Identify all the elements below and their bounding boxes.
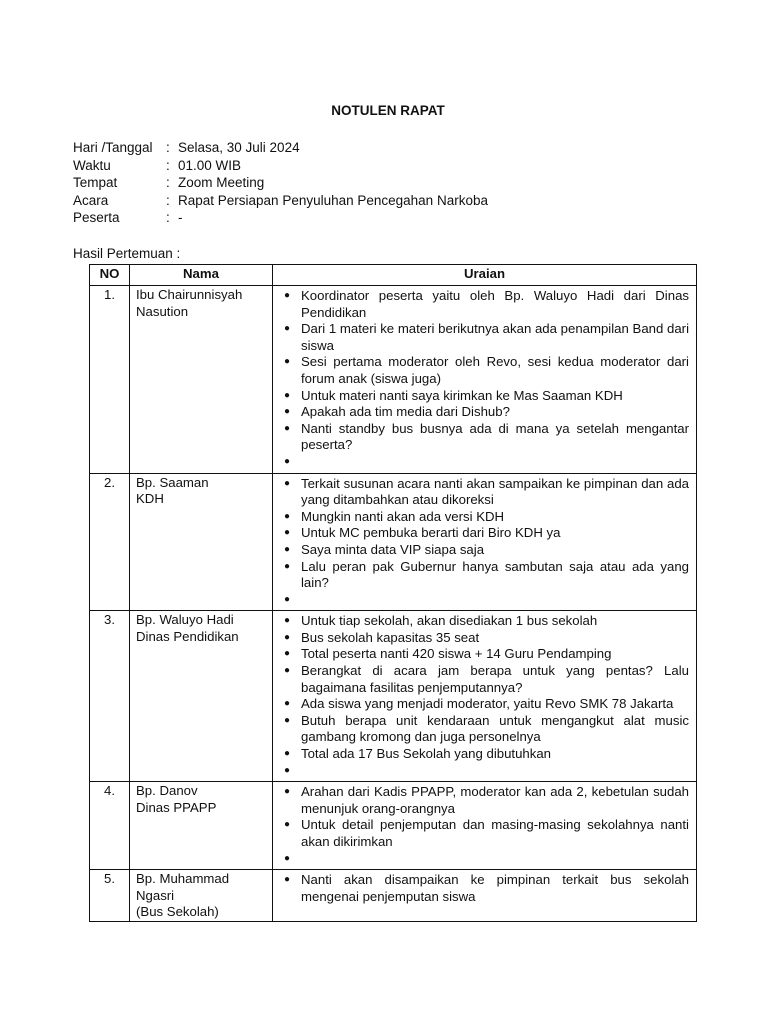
list-item bbox=[273, 288, 689, 321]
bullet-dot-icon: ● bbox=[284, 764, 291, 776]
list-item bbox=[273, 763, 689, 780]
bullet-dot-icon: ● bbox=[284, 560, 291, 572]
meta-colon: : bbox=[166, 140, 170, 155]
row-number: 5. bbox=[90, 870, 130, 922]
meta-label: Tempat bbox=[73, 175, 118, 191]
meta-label: Waktu bbox=[73, 157, 111, 173]
bullet-dot-icon: ● bbox=[284, 510, 291, 522]
bullet-dot-icon: ● bbox=[284, 543, 291, 555]
table-row bbox=[90, 782, 697, 870]
list-item-text: Mungkin nanti akan ada versi KDH bbox=[301, 508, 505, 524]
bullet-dot-icon: ● bbox=[284, 389, 291, 401]
list-item-text: Untuk tiap sekolah, akan disediakan 1 bus sekolah bbox=[301, 613, 598, 629]
meta-label: Hari /Tanggal bbox=[73, 140, 153, 155]
list-item bbox=[273, 388, 689, 405]
meta-label: Peserta bbox=[73, 210, 120, 226]
bullet-dot-icon: ● bbox=[284, 874, 291, 886]
bullet-dot-icon: ● bbox=[284, 786, 291, 798]
uraian-cell bbox=[273, 870, 697, 922]
bullet-dot-icon: ● bbox=[284, 406, 291, 418]
table-row bbox=[90, 870, 697, 922]
list-item bbox=[273, 559, 689, 592]
header-uraian: Uraian bbox=[273, 265, 697, 286]
list-item bbox=[273, 525, 689, 542]
bullet-dot-icon: ● bbox=[284, 714, 291, 726]
speaker-name: Bp. Waluyo Hadi Dinas Pendidikan bbox=[130, 611, 273, 782]
meta-value: - bbox=[178, 210, 183, 226]
list-item bbox=[273, 354, 689, 387]
meta-value: Zoom Meeting bbox=[178, 175, 265, 191]
list-item bbox=[273, 321, 689, 354]
meta-value: Rapat Persiapan Penyuluhan Pencegahan Narkoba bbox=[178, 192, 488, 208]
bullet-dot-icon: ● bbox=[284, 356, 291, 368]
meta-colon: : bbox=[166, 210, 170, 226]
bullet-dot-icon: ● bbox=[284, 593, 291, 605]
meta-colon: : bbox=[166, 192, 170, 208]
list-item bbox=[273, 404, 689, 421]
list-item bbox=[273, 476, 689, 509]
list-item bbox=[273, 784, 689, 817]
list-item bbox=[273, 696, 689, 713]
table-body bbox=[90, 286, 697, 922]
bullet-list bbox=[273, 784, 689, 867]
speaker-name: Bp. Muhammad Ngasri (Bus Sekolah) bbox=[130, 870, 273, 922]
bullet-dot-icon: ● bbox=[284, 698, 291, 710]
list-item-text: Terkait susunan acara nanti akan sampaikan ke pimpinan dan ada yang ditambahkan atau dikoreksi bbox=[301, 475, 689, 508]
bullet-dot-icon: ● bbox=[284, 422, 291, 434]
list-item-text: Lalu peran pak Gubernur hanya sambutan saja atau ada yang lain? bbox=[301, 558, 689, 591]
list-item-text: Koordinator peserta yaitu oleh Bp. Waluyo Hadi dari Dinas Pendidikan bbox=[301, 288, 689, 320]
list-item bbox=[273, 746, 689, 763]
list-item bbox=[273, 454, 689, 471]
uraian-cell bbox=[273, 611, 697, 782]
list-item bbox=[273, 646, 689, 663]
bullet-dot-icon: ● bbox=[284, 615, 291, 627]
list-item-text: Total ada 17 Bus Sekolah yang dibutuhkan bbox=[301, 746, 552, 762]
table-row bbox=[90, 286, 697, 474]
meta-label: Acara bbox=[73, 192, 109, 208]
meta-value: 01.00 WIB bbox=[178, 157, 242, 173]
list-item-text: Butuh berapa unit kendaraan untuk mengangkut alat music gambang kromong dan juga personelnya bbox=[301, 712, 689, 745]
bullet-dot-icon: ● bbox=[284, 648, 291, 660]
list-item-text: Sesi pertama moderator oleh Revo, sesi kedua moderator dari forum anak (siswa juga) bbox=[301, 354, 689, 386]
speaker-name: Ibu Chairunnisyah Nasution bbox=[130, 286, 273, 474]
bullet-dot-icon: ● bbox=[284, 748, 291, 760]
list-item-text: Bus sekolah kapasitas 35 seat bbox=[301, 629, 480, 645]
list-item-text: Untuk MC pembuka berarti dari Biro KDH ya bbox=[301, 525, 561, 541]
document-title: NOTULEN RAPAT bbox=[331, 103, 445, 118]
uraian-cell bbox=[273, 782, 697, 870]
list-item bbox=[273, 592, 689, 609]
list-item-text: Saya minta data VIP siapa saja bbox=[301, 541, 485, 557]
row-number: 4. bbox=[90, 782, 130, 870]
bullet-list bbox=[273, 476, 689, 609]
header-nama: Nama bbox=[130, 265, 273, 286]
list-item-text: Nanti akan disampaikan ke pimpinan terkait bus sekolah mengenai penjemputan siswa bbox=[301, 872, 689, 904]
list-item bbox=[273, 713, 689, 746]
list-item bbox=[273, 509, 689, 526]
bullet-list bbox=[273, 613, 689, 779]
list-item bbox=[273, 421, 689, 454]
list-item bbox=[273, 613, 689, 630]
minutes-table bbox=[89, 264, 697, 922]
table-row bbox=[90, 611, 697, 782]
bullet-dot-icon: ● bbox=[284, 455, 291, 467]
list-item-text: Dari 1 materi ke materi berikutnya akan ada penampilan Band dari siswa bbox=[301, 321, 689, 353]
list-item-text: Arahan dari Kadis PPAPP, moderator kan ada 2, kebetulan sudah menunjuk orang-orangnya bbox=[301, 784, 689, 816]
list-item-text: Berangkat di acara jam berapa untuk yang pentas? Lalu bagaimana fasilitas penjemputannya? bbox=[301, 663, 689, 695]
list-item-text: Untuk materi nanti saya kirimkan ke Mas Saaman KDH bbox=[301, 387, 623, 403]
bullet-dot-icon: ● bbox=[284, 665, 291, 677]
bullet-dot-icon: ● bbox=[284, 290, 291, 301]
list-item-text: Apakah ada tim media dari Dishub? bbox=[301, 404, 510, 420]
bullet-dot-icon: ● bbox=[284, 631, 291, 643]
results-label: Hasil Pertemuan : bbox=[73, 246, 181, 261]
list-item bbox=[273, 542, 689, 559]
list-item-text: Nanti standby bus busnya ada di mana ya setelah mengantar peserta? bbox=[301, 420, 689, 453]
bullet-dot-icon: ● bbox=[284, 852, 291, 864]
list-item bbox=[273, 663, 689, 696]
bullet-dot-icon: ● bbox=[284, 323, 291, 335]
row-number: 3. bbox=[90, 611, 130, 782]
table-header-row bbox=[90, 265, 697, 286]
meta-colon: : bbox=[166, 157, 170, 173]
list-item-text: Ada siswa yang menjadi moderator, yaitu Revo SMK 78 Jakarta bbox=[301, 696, 674, 712]
uraian-cell bbox=[273, 473, 697, 611]
meta-value: Selasa, 30 Juli 2024 bbox=[178, 140, 300, 155]
list-item bbox=[273, 851, 689, 868]
row-number: 1. bbox=[90, 286, 130, 474]
table-row bbox=[90, 473, 697, 611]
list-item bbox=[273, 630, 689, 647]
bullet-list bbox=[273, 872, 689, 905]
row-number: 2. bbox=[90, 473, 130, 611]
meta-colon: : bbox=[166, 175, 170, 191]
list-item-text: Untuk detail penjemputan dan masing-masing sekolahnya nanti akan dikirimkan bbox=[301, 817, 689, 849]
list-item-text: Total peserta nanti 420 siswa + 14 Guru Pendamping bbox=[301, 646, 612, 662]
bullet-dot-icon: ● bbox=[284, 527, 291, 539]
bullet-list bbox=[273, 288, 689, 471]
header-no: NO bbox=[90, 265, 130, 286]
speaker-name: Bp. Danov Dinas PPAPP bbox=[130, 782, 273, 870]
bullet-dot-icon: ● bbox=[284, 819, 291, 831]
speaker-name: Bp. Saaman KDH bbox=[130, 473, 273, 611]
list-item bbox=[273, 872, 689, 905]
bullet-dot-icon: ● bbox=[284, 477, 291, 489]
uraian-cell bbox=[273, 286, 697, 474]
list-item bbox=[273, 817, 689, 850]
